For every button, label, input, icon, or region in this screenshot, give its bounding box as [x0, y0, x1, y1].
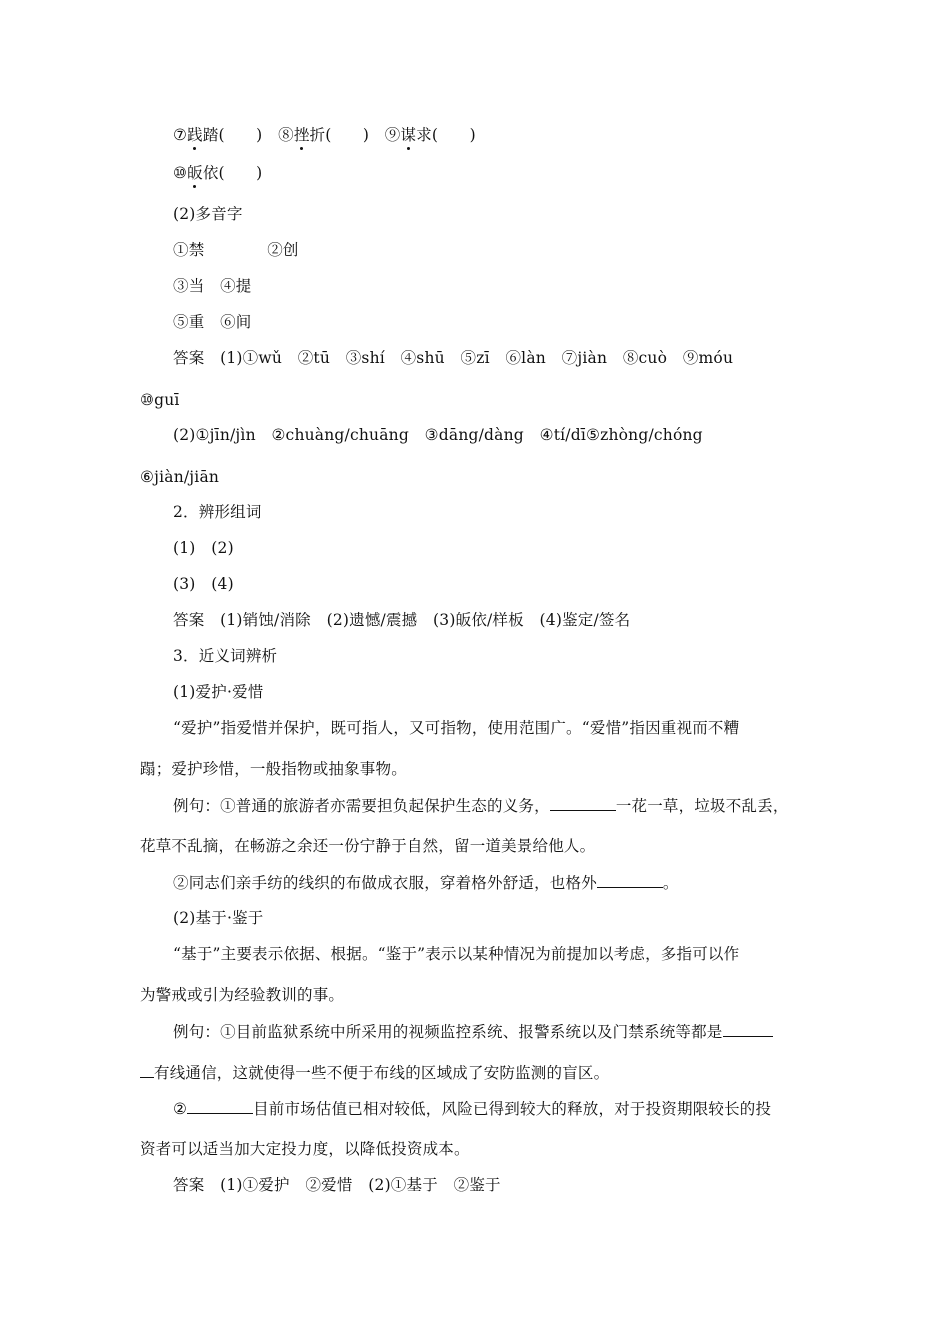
paragraph-line: 有线通信，这就使得一些不便于布线的区域成了安防监测的盲区。: [140, 1062, 609, 1083]
dotted-char: 践: [187, 126, 203, 144]
fill-blank: [597, 872, 663, 888]
pinyin-question-line-10: ⑩皈依( ): [173, 164, 263, 182]
example-sentence-line: ② 目前市场估值已相对较低，风险已得到较大的释放，对于投资期限较长的投: [173, 1100, 772, 1118]
pinyin-question-line-7-9: ⑦践踏( ) ⑧挫折( ) ⑨谋求( ): [173, 126, 476, 144]
subsection-heading: (1)爱护·爱惜: [173, 683, 264, 701]
fill-blank: [723, 1021, 773, 1037]
example-sentence-line: ②同志们亲手纺的线织的布做成衣服，穿着格外舒适，也格外 。: [173, 874, 679, 892]
fill-blank: [187, 1098, 253, 1114]
polyphone-line: ⑤重 ⑥间: [173, 313, 252, 331]
fill-blank: [140, 1062, 154, 1078]
question-line: (1) (2): [173, 539, 234, 557]
paragraph-line: 为警戒或引为经验教训的事。: [140, 986, 345, 1004]
fill-blank: [550, 795, 616, 811]
paragraph-line: 花草不乱摘，在畅游之余还一份宁静于自然，留一道美景给他人。: [140, 837, 596, 855]
paragraph-line: “爱护”指爱惜并保护，既可指人，又可指物，使用范围广。“爱惜”指因重视而不糟: [173, 719, 740, 737]
dotted-char: 谋: [400, 126, 417, 144]
answer-line: 答案 (1)①wǔ ②tū ③shí ④shū ⑤zī ⑥làn ⑦jiàn ⑧cuò ⑨móu: [173, 349, 734, 367]
subsection-heading: (2)基于·鉴于: [173, 909, 264, 927]
paragraph-line: “基于”主要表示依据、根据。“鉴于”表示以某种情况为前提加以考虑，多指可以作: [173, 945, 740, 963]
example-sentence-line: 例句：①目前监狱系统中所采用的视频监控系统、报警系统以及门禁系统等都是: [173, 1021, 773, 1042]
answer-line: (2)①jīn/jìn ②chuàng/chuāng ③dāng/dàng ④tí/dī⑤zhòng/chóng: [173, 426, 703, 444]
answer-line: 答案 (1)销蚀/消除 (2)遗憾/震撼 (3)皈依/样板 (4)鉴定/签名: [173, 611, 631, 629]
section-heading: 2．辨形组词: [173, 503, 262, 521]
dotted-char: 挫: [293, 126, 310, 144]
answer-line: 答案 (1)①爱护 ②爱惜 (2)①基于 ②鉴于: [173, 1176, 501, 1194]
answer-line: ⑥jiàn/jiān: [140, 468, 220, 486]
dotted-char: 皈: [187, 164, 203, 182]
polyphone-line: ①禁 ②创: [173, 241, 299, 259]
question-line: (3) (4): [173, 575, 234, 593]
example-sentence-line: 例句：①普通的旅游者亦需要担负起保护生态的义务， 一花一草，垃圾不乱丢，: [173, 797, 789, 815]
polyphone-line: ③当 ④提: [173, 277, 252, 295]
section-heading: 3．近义词辨析: [173, 647, 278, 665]
paragraph-line: 资者可以适当加大定投力度，以降低投资成本。: [140, 1140, 470, 1158]
paragraph-line: 蹋；爱护珍惜，一般指物或抽象事物。: [140, 760, 407, 778]
answer-line: ⑩guī: [140, 391, 180, 409]
section-heading-polyphone: (2)多音字: [173, 205, 243, 223]
